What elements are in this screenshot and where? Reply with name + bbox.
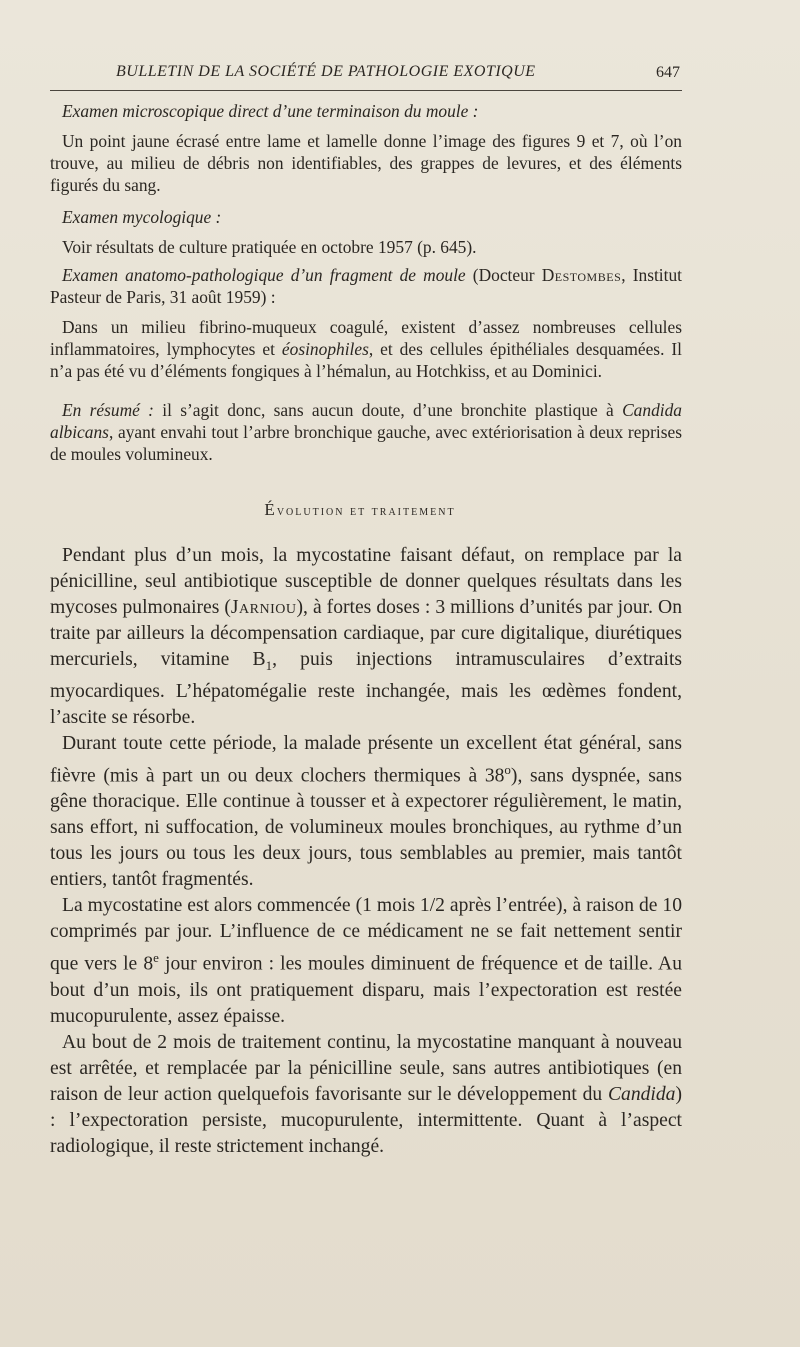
anapath-source-suffix: , Institut Pasteur de Paris, 31 août 1959) : [50, 265, 682, 307]
anapath-text-part-b: , et des cellules épithéliales desquamées. Il n’a pas été vu d’éléments fongiques à l’hémalun, au Hotchkiss, et au Dominici. [50, 339, 682, 381]
anapath-exam-heading: Examen anatomo-pathologique d’un fragment de moule [62, 265, 466, 285]
p2-part-b: ), sans dyspnée, sans gêne thoracique. Elle continue à tousser et à expectorer régulièrement, le matin, sans effort, ni suffocation, de volumineux moules bronchiques, au rythme d’un tous les jours ou tous les deux jours, tous semblables au premier, mais tantôt entiers, tantôt fragmentés. [50, 765, 682, 891]
running-title: BULLETIN DE LA SOCIÉTÉ DE PATHOLOGIE EXOTIQUE [116, 63, 536, 80]
p1-part-b: ), à fortes doses : 3 millions d’unités par jour. On traite par ailleurs la décompensation cardiaque, par cure digitalique, diurétiques mercuriels, vitamine B [50, 597, 682, 670]
summary-paragraph [50, 399, 682, 465]
p3-part-a: La mycostatine est alors commencée (1 mois 1/2 après l’entrée), à raison de 10 comprimés par jour. L’influence de ce médicament ne se fait nettement sentir que vers le 8 [50, 895, 682, 975]
p1-author: Jarniou [230, 597, 297, 618]
anapath-exam-section [50, 264, 682, 382]
page-number: 647 [656, 64, 680, 81]
p1-part-a: Pendant plus d’un mois, la mycostatine faisant défaut, on remplace par la pénicilline, seul antibiotique susceptible de donner quelques résultats dans les mycoses pulmonaires ( [50, 545, 682, 618]
p1-part-c: , puis injections intramusculaires d’extraits myocardiques. L’hépatomégalie reste inchangée, mais les œdèmes fondent, l’ascite se résorbe. [50, 649, 683, 728]
micro-exam-heading: Examen microscopique direct d’une terminaison du moule : [62, 101, 479, 121]
myco-exam-heading: Examen mycologique : [62, 207, 222, 227]
body-text [50, 543, 682, 1160]
anapath-text-emphasis: éosinophiles [281, 339, 369, 359]
summary-text-part-b: , ayant envahi tout l’arbre bronchique gauche, avec extériorisation à deux reprises de moules volumineux. [50, 422, 682, 464]
summary-text-emphasis: Candida albicans [50, 400, 682, 442]
p4-part-b: ) : l’expectoration persiste, mucopurulente, intermittente. Quant à l’aspect radiologique, il reste strictement inchangé. [50, 1083, 682, 1157]
p3-part-b: jour environ : les moules diminuent de fréquence et de taille. Au bout d’un mois, ils ont pratiquement disparu, mais l’expectoration est restée mucopurulente, assez épaisse. [50, 953, 682, 1027]
running-header [50, 60, 682, 91]
body-paragraph-2 [50, 731, 682, 894]
p4-emphasis: Candida [607, 1083, 676, 1105]
micro-exam-text: Un point jaune écrasé entre lame et lamelle donne l’image des figures 9 et 7, où l’on trouve, au milieu de débris non identifiables, des grappes de levures, et des éléments figurés du sang. [50, 131, 682, 195]
p2-part-a: Durant toute cette période, la malade présente un excellent état général, sans fièvre (mis à part un ou deux clochers thermiques à 38 [50, 732, 682, 787]
body-paragraph-1 [50, 543, 682, 731]
summary-section [50, 399, 682, 465]
micro-exam-section [50, 100, 682, 196]
myco-exam-text: Voir résultats de culture pratiquée en octobre 1957 (p. 645). [62, 237, 477, 257]
anapath-text-part-a: Dans un milieu fibrino-muqueux coagulé, existent d’assez nombreuses cellules inflammatoires, lymphocytes et [50, 317, 682, 359]
summary-text-part-a: il s’agit donc, sans aucun doute, d’une bronchite plastique à [153, 400, 623, 420]
p2-superscript: o [504, 761, 511, 777]
body-paragraph-4 [50, 1030, 682, 1160]
anapath-exam-text [50, 316, 682, 382]
section-title-rest: volution et traitement [276, 504, 456, 519]
p3-superscript: e [153, 950, 159, 966]
p1-subscript: 1 [265, 657, 273, 673]
anapath-author: Destombes [541, 265, 622, 285]
p4-part-a: Au bout de 2 mois de traitement continu, la mycostatine manquant à nouveau est arrêtée, et remplacée par la pénicilline seule, sans autres antibiotiques (en raison de leur action quelquefois favorisante sur le développement du [50, 1031, 682, 1105]
summary-heading: En résumé : [62, 400, 154, 420]
section-title [0, 500, 720, 520]
body-paragraph-3 [50, 893, 682, 1030]
anapath-source-prefix: (Docteur [465, 265, 542, 285]
section-title-initial: É [264, 500, 277, 519]
anapath-exam-heading-line [50, 264, 682, 308]
myco-exam-section [50, 206, 682, 258]
